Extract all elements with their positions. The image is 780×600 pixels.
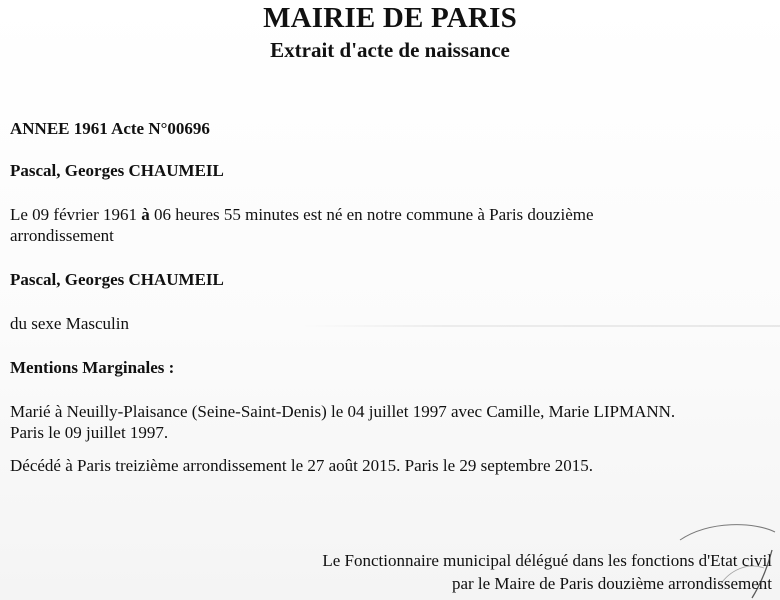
document-subtitle: Extrait d'acte de naissance: [270, 38, 510, 62]
mentions-heading: Mentions Marginales :: [10, 358, 175, 377]
birth-statement-line2: arrondissement: [10, 226, 114, 245]
birth-time-place-text: 06 heures 55 minutes est né en notre commune à Paris douzième: [149, 205, 594, 224]
birth-statement-line1: [10, 204, 594, 225]
birth-at-word: à: [141, 205, 150, 224]
signature-line2: par le Maire de Paris douzième arrondissement: [451, 574, 772, 593]
handwritten-signature: [660, 510, 780, 600]
person-name: Pascal, Georges CHAUMEIL: [10, 161, 224, 180]
paper-fold: [300, 325, 780, 327]
birth-date-text: Le 09 février 1961: [10, 205, 142, 224]
marriage-mention-line1: Marié à Neuilly-Plaisance (Seine-Saint-Denis) le 04 juillet 1997 avec Camille, Marie LIPMANN.: [10, 402, 676, 421]
marriage-mention-line2: Paris le 09 juillet 1997.: [10, 423, 169, 442]
signature-line1: Le Fonctionnaire municipal délégué dans les fonctions d'Etat civil: [322, 551, 772, 570]
person-name-repeat: Pascal, Georges CHAUMEIL: [10, 270, 224, 289]
year-act-number: ANNEE 1961 Acte N°00696: [10, 119, 210, 138]
sex-statement: du sexe Masculin: [10, 314, 129, 333]
document-title: MAIRIE DE PARIS: [263, 2, 517, 34]
death-mention: Décédé à Paris treizième arrondissement le 27 août 2015. Paris le 29 septembre 2015.: [10, 456, 594, 475]
